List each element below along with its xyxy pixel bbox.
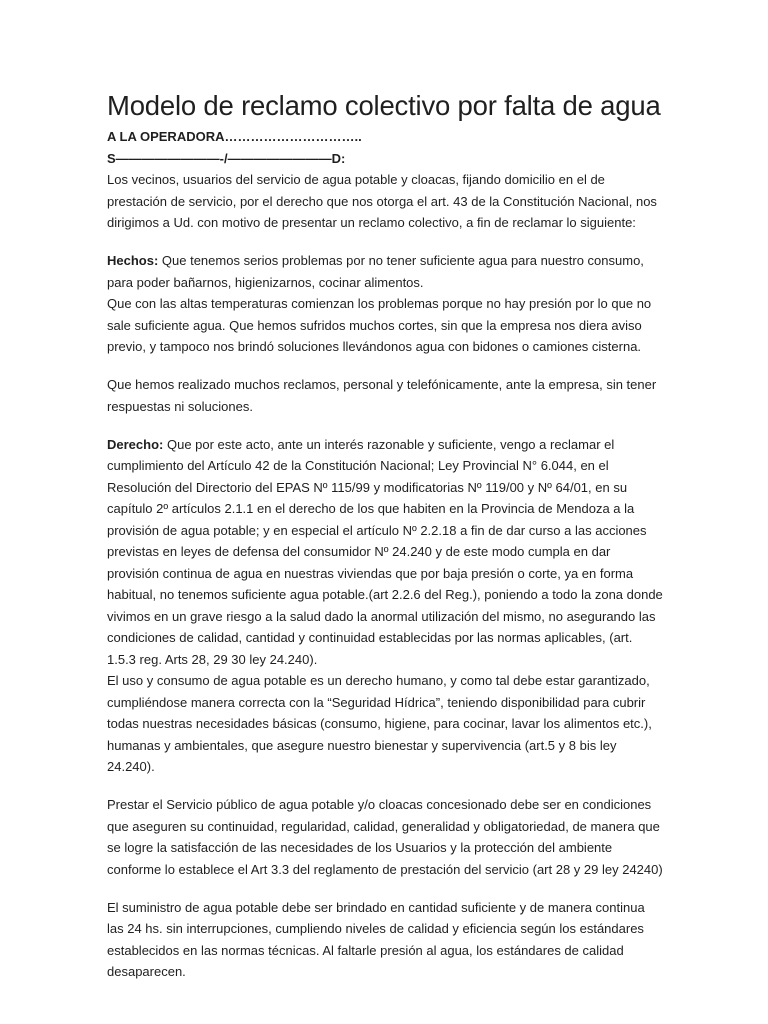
hechos-paragraph xyxy=(107,250,663,293)
document-title: Modelo de reclamo colectivo por falta de agua xyxy=(107,90,661,121)
hechos-paragraph-2: Que con las altas temperaturas comienzan los problemas porque no hay presión por lo que no sale suficiente agua. Que hemos sufridos muchos cortes, sin que la empresa nos diera aviso previo, y tampoco nos brindó soluciones llevándonos agua con bidones o camiones cisterna. xyxy=(107,296,652,354)
salutation-line: S————————-/————————D: xyxy=(107,150,346,166)
hechos-text: Que tenemos serios problemas por no tener suficiente agua para nuestro consumo, para poder bañarnos, higienizarnos, cocinar alimentos. xyxy=(107,253,644,290)
intro-paragraph: Los vecinos, usuarios del servicio de agua potable y cloacas, fijando domicilio en el de prestación de servicio, por el derecho que nos otorga el art. 43 de la Constitución Nacional, nos dirigimos a Ud. con motivo de presentar un reclamo colectivo, a fin de reclamar lo siguiente: xyxy=(107,172,657,230)
addressee-line: A LA OPERADORA………………………….. xyxy=(107,129,362,144)
hechos-label: Hechos: xyxy=(107,253,159,268)
derecho-label: Derecho: xyxy=(107,436,164,452)
reclamos-paragraph: Que hemos realizado muchos reclamos, personal y telefónicamente, ante la empresa, sin tener respuestas ni soluciones. xyxy=(107,377,657,414)
document-page xyxy=(107,88,663,983)
derecho-paragraph-2: El uso y consumo de agua potable es un derecho humano, y como tal debe estar garantizado, cumpliéndose manera correcta con la “Seguridad Hídrica”, teniendo disponibilidad para cubrir todas nuestras necesidades básicas (consumo, higiene, para cocinar, lavar los alimentos etc.), humanas y ambientales, que asegure nuestro bienestar y supervivencia (art.5 y 8 bis ley 24.240). xyxy=(107,673,652,774)
derecho-text: Que por este acto, ante un interés razonable y suficiente, vengo a reclamar el cumplimiento del Artículo 42 de la Constitución Nacional; Ley Provincial N° 6.044, en el Resolución del Directorio del EPAS Nº 115/99 y modificatorias Nº 119/00 y Nº 64/01, en su capítulo 2º artículos 2.1.1 en el derecho de los que habiten en la Provincia de Mendoza a la provisión de agua potable; y en especial el artículo Nº 2.2.18 a fin de dar curso a las acciones previstas en leyes de defensa del consumidor Nº 24.240 y de este modo cumpla en dar provisión continua de agua en nuestras viviendas que por baja presión o corte, ya en forma habitual, no tenemos suficiente agua potable.(art 2.2.6 del Reg.), poniendo a todo la zona donde vivimos en un grave riesgo a la salud dado la anormal utilización del mismo, no asegurando las condiciones de calidad, cantidad y continuidad establecidas por las normas aplicables, (art. 1.5.3 reg. Arts 28, 29 30 ley 24.240). xyxy=(107,436,663,667)
servicio-paragraph: Prestar el Servicio público de agua potable y/o cloacas concesionado debe ser en condiciones que aseguren su continuidad, regularidad, calidad, generalidad y obligatoriedad, de manera que se logre la satisfacción de las necesidades de los Usuarios y la protección del ambiente conforme lo establece el Art 3.3 del reglamento de prestación del servicio (art 28 y 29 ley 24240) xyxy=(107,797,663,877)
suministro-paragraph: El suministro de agua potable debe ser brindado en cantidad suficiente y de manera continua las 24 hs. sin interrupciones, cumpliendo niveles de calidad y eficiencia según los estándares establecidos en las normas técnicas. Al faltarle presión al agua, los estándares de calidad desaparecen. xyxy=(107,899,645,979)
derecho-paragraph xyxy=(107,434,663,671)
